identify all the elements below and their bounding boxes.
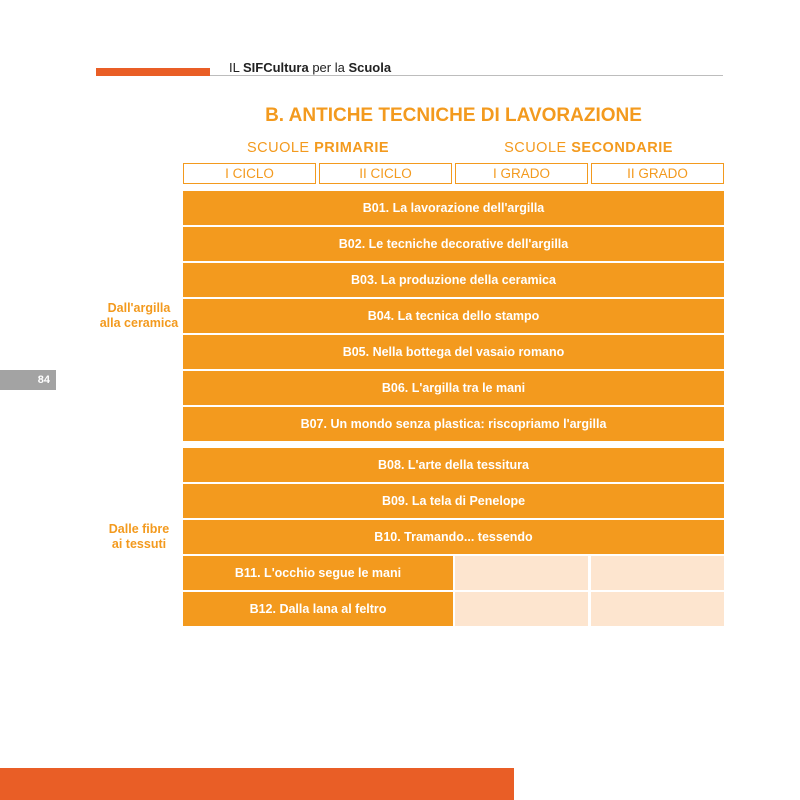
cycle-header-1: I CICLO bbox=[183, 163, 316, 184]
activity-row-b08: B08. L'arte della tessitura bbox=[183, 448, 724, 482]
cycle-header-3: I GRADO bbox=[455, 163, 588, 184]
group-label-line: alla ceramica bbox=[99, 316, 179, 330]
header-middle: per la bbox=[308, 60, 349, 75]
running-header bbox=[229, 60, 391, 75]
group-label-argilla bbox=[96, 301, 182, 331]
school-secondary-heading bbox=[453, 140, 724, 156]
activity-row-b09: B09. La tela di Penelope bbox=[183, 484, 724, 518]
empty-cell bbox=[455, 592, 588, 626]
empty-cell bbox=[591, 592, 724, 626]
section-title: B. ANTICHE TECNICHE DI LAVORAZIONE bbox=[265, 105, 642, 126]
activity-row-b11: B11. L'occhio segue le mani bbox=[183, 556, 453, 590]
school-primary-light: SCUOLE bbox=[246, 140, 315, 156]
group-label-fibre bbox=[96, 522, 182, 552]
activity-row-b03: B03. La produzione della ceramica bbox=[183, 263, 724, 297]
school-secondary-bold: SECONDARIE bbox=[571, 140, 673, 156]
activity-row-b10: B10. Tramando... tessendo bbox=[183, 520, 724, 554]
activity-row-b02: B02. Le tecniche decorative dell'argilla bbox=[183, 227, 724, 261]
header-accent-bar bbox=[96, 68, 210, 76]
activity-row-b12: B12. Dalla lana al feltro bbox=[183, 592, 453, 626]
page-number: 84 bbox=[37, 374, 50, 386]
cycle-header-2: II CICLO bbox=[319, 163, 452, 184]
school-primary-heading bbox=[183, 140, 453, 156]
activity-row-b05: B05. Nella bottega del vasaio romano bbox=[183, 335, 724, 369]
cycle-header-4: II GRADO bbox=[591, 163, 724, 184]
footer-accent-bar bbox=[0, 768, 514, 800]
header-suffix: Scuola bbox=[348, 60, 392, 75]
empty-cell bbox=[455, 556, 588, 590]
school-primary-bold: PRIMARIE bbox=[314, 140, 390, 156]
school-secondary-light: SCUOLE bbox=[504, 140, 572, 156]
header-rule bbox=[210, 75, 723, 76]
group-label-line: ai tessuti bbox=[111, 537, 167, 551]
group-label-line: Dall'argilla bbox=[107, 301, 171, 315]
activity-row-b06: B06. L'argilla tra le mani bbox=[183, 371, 724, 405]
activity-row-b04: B04. La tecnica dello stampo bbox=[183, 299, 724, 333]
activity-row-b01: B01. La lavorazione dell'argilla bbox=[183, 191, 724, 225]
group-label-line: Dalle fibre bbox=[108, 522, 170, 536]
activity-row-b07: B07. Un mondo senza plastica: riscopriamo l'argilla bbox=[183, 407, 724, 441]
page-number-tab bbox=[0, 370, 56, 390]
header-prefix: IL bbox=[229, 60, 243, 75]
empty-cell bbox=[591, 556, 724, 590]
header-brand: SIFCultura bbox=[242, 60, 309, 75]
